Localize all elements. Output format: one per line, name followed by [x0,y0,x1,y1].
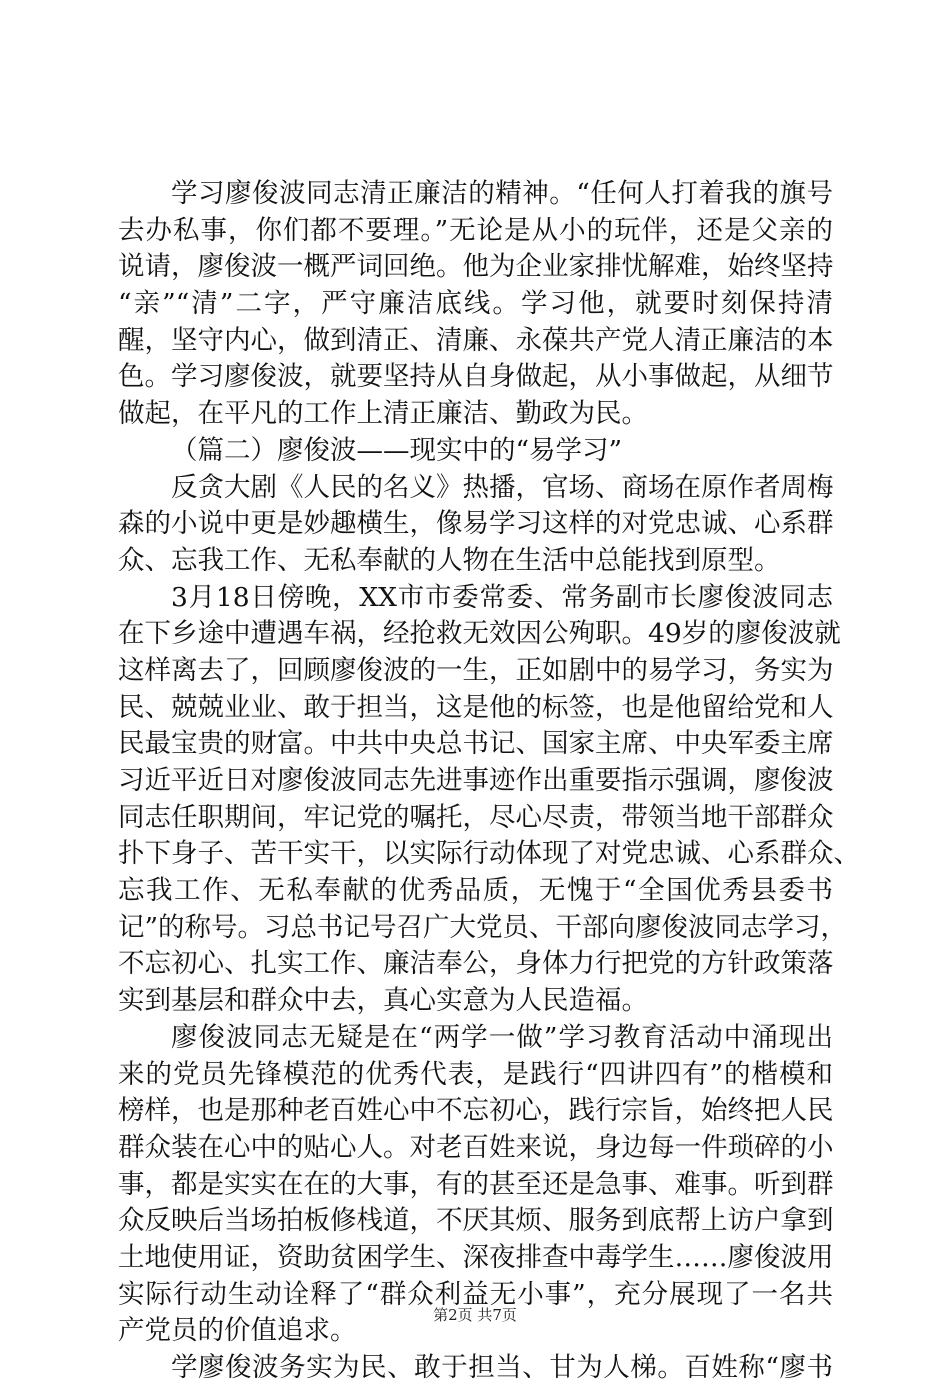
text-line: 实到基层和群众中去，真心实意为人民造福。 [118,985,648,1017]
text-line: 廖俊波同志无疑是在“两学一做”学习教育活动中涌现出 [171,1021,833,1053]
text-line: 这样离去了，回顾廖俊波的一生，正如剧中的易学习，务实为 [118,654,834,686]
text-line: 土地使用证，资助贫困学生、深夜排查中毒学生……廖俊波用 [118,1241,834,1273]
text-line: 民、兢兢业业、敢于担当，这是他的标签，也是他留给党和人 [118,691,834,723]
text-line: 实际行动生动诠释了“群众利益无小事”，充分展现了一名共 [118,1278,833,1310]
text-line: 同志任职期间，牢记党的嘱托，尽心尽责，带领当地干部群众 [118,801,834,833]
text-line: 扑下身子、苦干实干，以实际行动体现了对党忠诚、心系群众、 [118,838,860,870]
text-line: 产党员的价值追求。 [118,1315,357,1347]
text-line: 学习廖俊波同志清正廉洁的精神。“任何人打着我的旗号 [171,178,833,209]
text-line: 3月18日傍晚，XX市市委常委、常务副市长廖俊波同志 [171,581,833,613]
text-line: 不忘初心、扎实工作、廉洁奉公，身体力行把党的方针政策落 [118,948,834,980]
text-line: 记”的称号。习总书记号召广大党员、干部向廖俊波同志学习， [118,911,848,943]
body-text [118,176,860,1387]
text-line: 事，都是实实在在的大事，有的甚至还是急事、难事。听到群 [118,1168,834,1200]
text-line: 在下乡途中遭遇车祸，经抢救无效因公殉职。49岁的廖俊波就 [118,618,841,650]
text-line: 醒，坚守内心，做到清正、清廉、永葆共产党人清正廉洁的本 [118,324,834,356]
text-line: 去办私事，你们都不要理。”无论是从小的玩伴，还是父亲的 [118,214,833,246]
text-line: 学廖俊波务实为民、敢于担当、甘为人梯。百姓称“廖书 [171,1352,833,1383]
text-line: 来的党员先锋模范的优秀代表，是践行“四讲四有”的楷模和 [118,1058,833,1090]
page-number: 第2页 共7页 [433,1306,517,1324]
text-line: 榜样，也是那种老百姓心中不忘初心，践行宗旨，始终把人民 [118,1095,834,1127]
text-line: 森的小说中更是妙趣横生，像易学习这样的对党忠诚、心系群 [118,508,834,540]
text-line: “亲”“清”二字，严守廉洁底线。学习他，就要时刻保持清 [118,288,833,320]
text-line: 反贪大剧《人民的名义》热播，官场、商场在原作者周梅 [171,471,834,503]
text-line: 习近平近日对廖俊波同志先进事迹作出重要指示强调，廖俊波 [118,765,834,796]
text-line: 说请，廖俊波一概严词回绝。他为企业家排忧解难，始终坚持 [118,251,834,283]
text-line: 色。学习廖俊波，就要坚持从自身做起，从小事做起，从细节 [118,361,834,393]
text-line: 做起，在平凡的工作上清正廉洁、勤政为民。 [118,398,648,430]
section-heading: （篇二）廖俊波——现实中的“易学习” [171,434,623,466]
text-line: 众反映后当场拍板修栈道，不厌其烦、服务到底帮上访户拿到 [118,1205,834,1237]
text-line: 众、忘我工作、无私奉献的人物在生活中总能找到原型。 [118,544,781,576]
text-line: 民最宝贵的财富。中共中央总书记、国家主席、中央军委主席 [118,728,834,760]
text-line: 忘我工作、无私奉献的优秀品质，无愧于“全国优秀县委书 [118,875,833,907]
text-line: 群众装在心中的贴心人。对老百姓来说，身边每一件琐碎的小 [118,1131,834,1163]
